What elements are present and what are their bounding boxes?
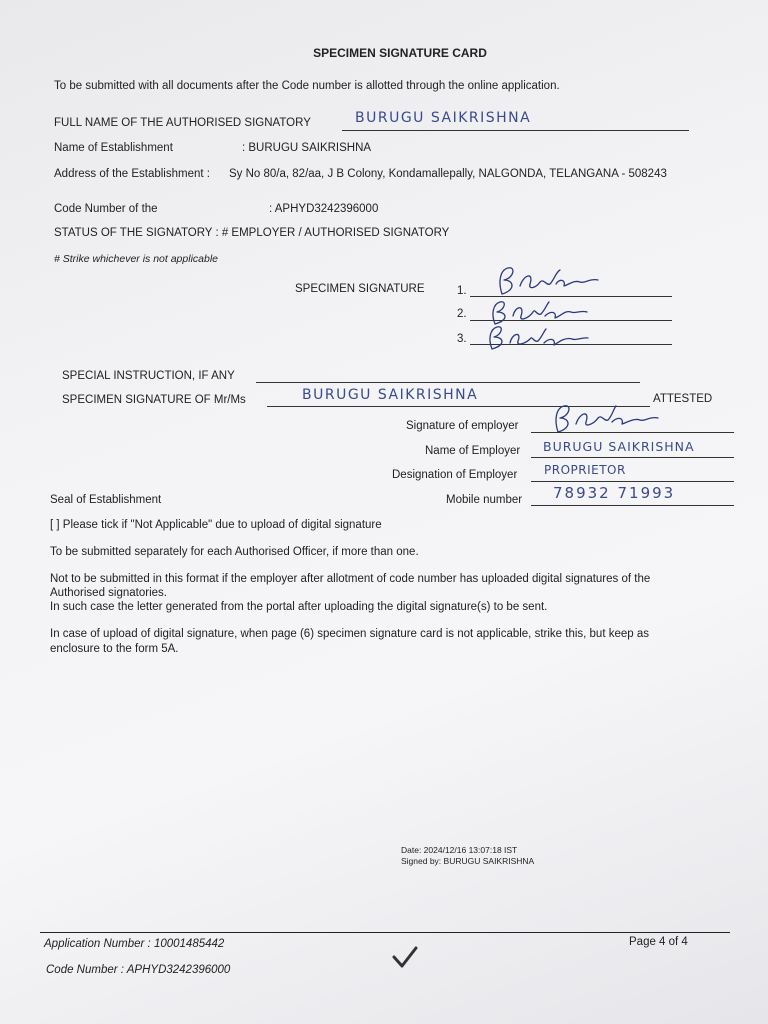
upload-note-1: In case of upload of digital signature, when page (6) specimen signature card is not applicable, strike this, but keep as [50, 628, 649, 640]
not-submit-note-2: Authorised signatories. [50, 587, 167, 599]
address-value: Sy No 80/a, 82/aa, J B Colony, Kondamallepally, NALGONDA, TELANGANA - 508243 [229, 168, 667, 180]
footer-rule [40, 932, 730, 933]
employer-signature [548, 402, 668, 436]
specimen-of-label: SPECIMEN SIGNATURE OF Mr/Ms [62, 394, 246, 406]
specimen-number-1: 1. [457, 285, 467, 297]
page-title: SPECIMEN SIGNATURE CARD [313, 46, 487, 60]
employer-name-value: BURUGU SAIKRISHNA [543, 439, 695, 454]
code-value: : APHYD3242396000 [269, 203, 379, 215]
signatory-status: STATUS OF THE SIGNATORY : # EMPLOYER / AUTHORISED SIGNATORY [54, 227, 450, 239]
intro-text: To be submitted with all documents after the Code number is allotted through the online application. [54, 80, 560, 92]
special-instruction-line [256, 382, 640, 383]
full-name-value: BURUGU SAIKRISHNA [355, 110, 532, 126]
application-number: Application Number : 10001485442 [44, 938, 225, 950]
full-name-line [342, 130, 689, 131]
mobile-line [531, 505, 734, 506]
separate-note: To be submitted separately for each Authorised Officer, if more than one. [50, 546, 419, 558]
strike-note: # Strike whichever is not applicable [54, 253, 219, 265]
check-icon [391, 944, 419, 970]
digital-signed-by: Signed by: BURUGU SAIKRISHNA [401, 856, 535, 866]
not-submit-note-1: Not to be submitted in this format if the employer after allotment of code number has uploaded digital signatures of the [50, 573, 651, 585]
code-label: Code Number of the [54, 203, 158, 215]
establishment-label: Name of Establishment [54, 142, 173, 154]
specimen-signature-3 [482, 323, 592, 353]
specimen-number-3: 3. [457, 333, 467, 345]
page-number: Page 4 of 4 [629, 936, 688, 948]
specimen-number-2: 2. [457, 308, 467, 320]
specimen-of-value: BURUGU SAIKRISHNA [302, 387, 479, 403]
address-label: Address of the Establishment : [54, 168, 210, 180]
upload-note-2: enclosure to the form 5A. [50, 643, 179, 655]
seal-label: Seal of Establishment [50, 494, 162, 506]
not-applicable-checkbox[interactable]: [ ] Please tick if "Not Applicable" due to upload of digital signature [50, 519, 382, 531]
establishment-value: : BURUGU SAIKRISHNA [242, 142, 372, 154]
designation-label: Designation of Employer [392, 469, 518, 481]
full-name-label: FULL NAME OF THE AUTHORISED SIGNATORY [54, 117, 311, 129]
digital-sign-date: Date: 2024/12/16 13:07:18 IST [401, 845, 518, 855]
special-instruction-label: SPECIAL INSTRUCTION, IF ANY [62, 370, 235, 382]
footer-code-number: Code Number : APHYD3242396000 [46, 964, 231, 976]
employer-name-label: Name of Employer [425, 445, 521, 457]
specimen-signature-label: SPECIMEN SIGNATURE [295, 283, 425, 295]
mobile-label: Mobile number [446, 494, 523, 506]
specimen-signature-1 [490, 264, 610, 300]
employer-name-line [531, 457, 734, 458]
attested-label: ATTESTED [653, 393, 713, 405]
employer-signature-label: Signature of employer [406, 420, 519, 432]
mobile-value: 78932 71993 [553, 484, 676, 502]
designation-line [531, 481, 734, 482]
designation-value: PROPRIETOR [544, 463, 626, 477]
not-submit-note-3: In such case the letter generated from the portal after uploading the digital signature(s) to be sent. [50, 601, 548, 613]
